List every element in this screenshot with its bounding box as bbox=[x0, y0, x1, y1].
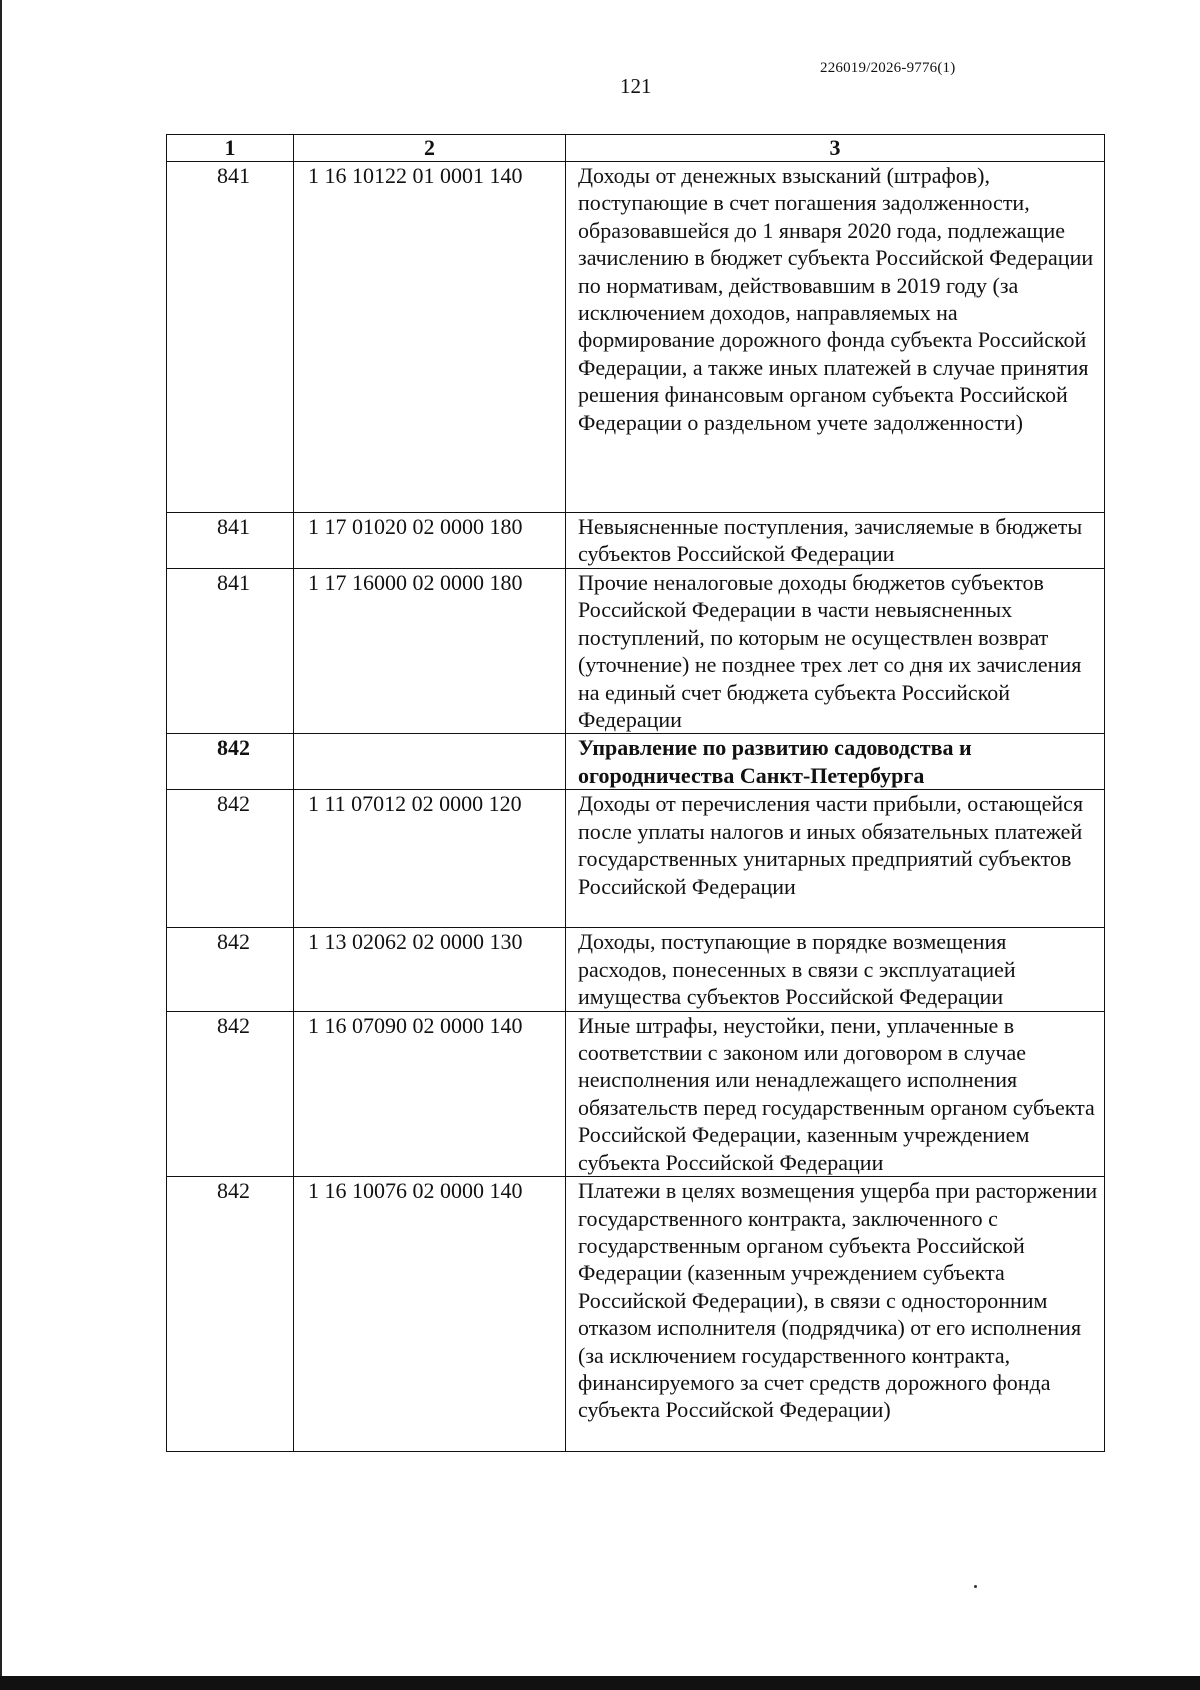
budget-code-cell: 1 16 10076 02 0000 140 bbox=[294, 1177, 566, 1452]
column-header-1: 1 bbox=[167, 135, 294, 162]
budget-code-cell: 1 17 01020 02 0000 180 bbox=[294, 513, 566, 569]
admin-code-cell: 841 bbox=[167, 162, 294, 513]
table-row bbox=[167, 569, 1105, 734]
column-header-2: 2 bbox=[294, 135, 566, 162]
admin-code-cell: 842 bbox=[167, 790, 294, 928]
section-title-cell: Управление по развитию садоводства и огородничества Санкт-Петербурга bbox=[566, 734, 1105, 790]
admin-code-cell: 842 bbox=[167, 928, 294, 1011]
description-cell: Иные штрафы, неустойки, пени, уплаченные в соответствии с законом или договором в случае неисполнения или ненадлежащего исполнения обязательств перед государственным органом субъекта Российской Федерации, казенным учреждением субъекта Российской Федерации bbox=[566, 1011, 1105, 1176]
description-cell: Доходы от денежных взысканий (штрафов), поступающие в счет погашения задолженности, образовавшейся до 1 января 2020 года, подлежащие зачислению в бюджет субъекта Российской Федерации по нормативам, действовавшим в 2019 году (за исключением доходов, направляемых на формирование дорожного фонда субъекта Российской Федерации, а также иных платежей в случае принятия решения финансовым органом субъекта Российской Федерации о раздельном учете задолженности) bbox=[566, 162, 1105, 513]
budget-code-cell: 1 17 16000 02 0000 180 bbox=[294, 569, 566, 734]
scan-edge-bottom bbox=[0, 1676, 1200, 1690]
admin-code-cell: 841 bbox=[167, 513, 294, 569]
table-row bbox=[167, 162, 1105, 513]
table-header-row bbox=[167, 135, 1105, 162]
page-number: 121 bbox=[620, 74, 652, 98]
table-row bbox=[167, 1177, 1105, 1452]
admin-code-cell: 842 bbox=[167, 1011, 294, 1176]
scan-speck bbox=[974, 1585, 977, 1588]
budget-code-cell: 1 16 10122 01 0001 140 bbox=[294, 162, 566, 513]
budget-code-cell: 1 16 07090 02 0000 140 bbox=[294, 1011, 566, 1176]
admin-code-cell: 842 bbox=[167, 1177, 294, 1452]
scan-edge-left bbox=[0, 0, 2, 1690]
table-row bbox=[167, 1011, 1105, 1176]
budget-code-cell bbox=[294, 734, 566, 790]
admin-code-cell: 841 bbox=[167, 569, 294, 734]
table-row bbox=[167, 513, 1105, 569]
document-id: 226019/2026-9776(1) bbox=[820, 60, 956, 76]
column-header-3: 3 bbox=[566, 135, 1105, 162]
budget-code-cell: 1 13 02062 02 0000 130 bbox=[294, 928, 566, 1011]
section-header-row bbox=[167, 734, 1105, 790]
table-row bbox=[167, 790, 1105, 928]
description-cell: Невыясненные поступления, зачисляемые в бюджеты субъектов Российской Федерации bbox=[566, 513, 1105, 569]
description-cell: Прочие неналоговые доходы бюджетов субъектов Российской Федерации в части невыясненных поступлений, по которым не осуществлен возврат (уточнение) не позднее трех лет со дня их зачисления на единый счет бюджета субъекта Российской Федерации bbox=[566, 569, 1105, 734]
description-cell: Доходы, поступающие в порядке возмещения расходов, понесенных в связи с эксплуатацией имущества субъектов Российской Федерации bbox=[566, 928, 1105, 1011]
admin-code-cell: 842 bbox=[167, 734, 294, 790]
table-row bbox=[167, 928, 1105, 1011]
description-cell: Платежи в целях возмещения ущерба при расторжении государственного контракта, заключенного с государственным органом субъекта Российской Федерации (казенным учреждением субъекта Российской Федерации), в связи с односторонним отказом исполнителя (подрядчика) от его исполнения (за исключением государственного контракта, финансируемого за счет средств дорожного фонда субъекта Российской Федерации) bbox=[566, 1177, 1105, 1452]
description-cell: Доходы от перечисления части прибыли, остающейся после уплаты налогов и иных обязательных платежей государственных унитарных предприятий субъектов Российской Федерации bbox=[566, 790, 1105, 928]
revenue-codes-table bbox=[166, 134, 1105, 1452]
budget-code-cell: 1 11 07012 02 0000 120 bbox=[294, 790, 566, 928]
